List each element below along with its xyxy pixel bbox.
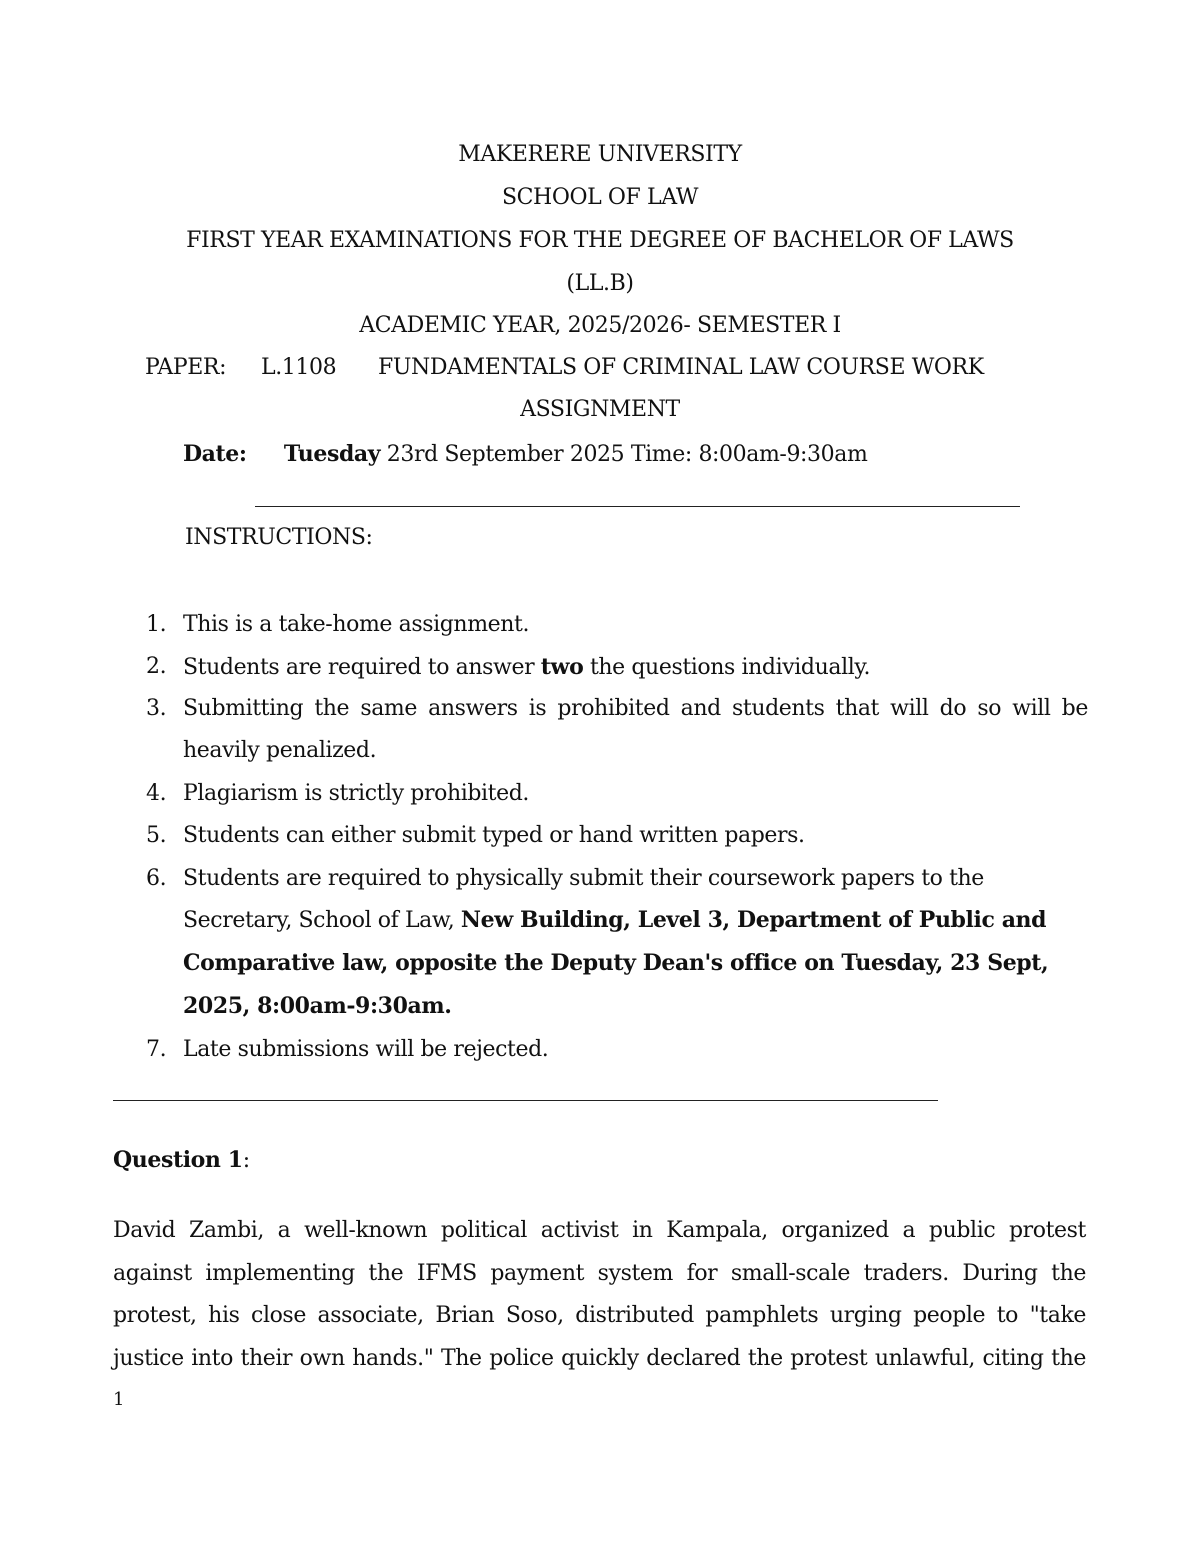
list-number: 1.: [146, 612, 167, 637]
list-text: Students are required to physically submit their coursework papers to the: [183, 866, 984, 891]
university-name: MAKERERE UNIVERSITY: [458, 142, 742, 167]
list-text: Submitting the same answers is prohibited and students that will do so will be: [183, 696, 1088, 721]
date-day: Tuesday: [283, 441, 381, 467]
list-text: Students can either submit typed or hand written papers.: [183, 823, 805, 848]
list-text-continued: Comparative law, opposite the Deputy Dean's office on Tuesday, 23 Sept,: [183, 950, 1049, 976]
paragraph-line: against implementing the IFMS payment system for small-scale traders. During the: [113, 1261, 1086, 1286]
paper-label: PAPER:: [145, 355, 227, 380]
list-text-continued: heavily penalized.: [183, 738, 377, 763]
degree-abbrev: (LL.B): [566, 271, 634, 296]
paper-code: L.1108: [261, 355, 337, 380]
question-label: Question 1: [113, 1147, 243, 1173]
emphasis-two: two: [540, 654, 584, 680]
list-text: This is a take-home assignment.: [183, 612, 530, 637]
date-value: 23rd September 2025 Time: 8:00am-9:30am: [386, 442, 868, 467]
page-number: 1: [113, 1389, 125, 1410]
exam-title: FIRST YEAR EXAMINATIONS FOR THE DEGREE OF BACHELOR OF LAWS: [186, 228, 1014, 253]
date-label: Date:: [183, 441, 247, 467]
exam-date-line: [183, 441, 867, 467]
list-text: Students are required to answer two the questions individually.: [183, 654, 871, 680]
instructions-heading: INSTRUCTIONS:: [185, 525, 373, 550]
school-name: SCHOOL OF LAW: [501, 185, 699, 210]
instructions-divider: [113, 1100, 938, 1101]
list-text: Plagiarism is strictly prohibited.: [183, 781, 530, 806]
list-text-continued: Secretary, School of Law, New Building, Level 3, Department of Public and: [183, 907, 1047, 933]
list-number: 4.: [146, 781, 167, 806]
paper-title: FUNDAMENTALS OF CRIMINAL LAW COURSE WORK: [378, 355, 984, 380]
list-number: 5.: [146, 823, 167, 848]
list-number: 3.: [146, 696, 167, 721]
header-divider: [255, 506, 1020, 507]
list-number: 6.: [146, 866, 167, 891]
academic-year: ACADEMIC YEAR, 2025/2026- SEMESTER I: [359, 313, 841, 338]
question-1-heading: Question 1:: [113, 1147, 250, 1173]
list-text: Late submissions will be rejected.: [183, 1037, 549, 1062]
list-number: 7.: [146, 1037, 167, 1062]
list-number: 2.: [146, 654, 167, 679]
paragraph-line: justice into their own hands." The police quickly declared the protest unlawful, citing the: [113, 1346, 1086, 1371]
list-text-continued: 2025, 8:00am-9:30am.: [183, 993, 452, 1019]
paragraph-line: David Zambi, a well-known political activist in Kampala, organized a public protest: [113, 1218, 1086, 1243]
paper-title-continued: ASSIGNMENT: [520, 397, 680, 422]
paragraph-line: protest, his close associate, Brian Soso, distributed pamphlets urging people to "take: [113, 1303, 1086, 1328]
